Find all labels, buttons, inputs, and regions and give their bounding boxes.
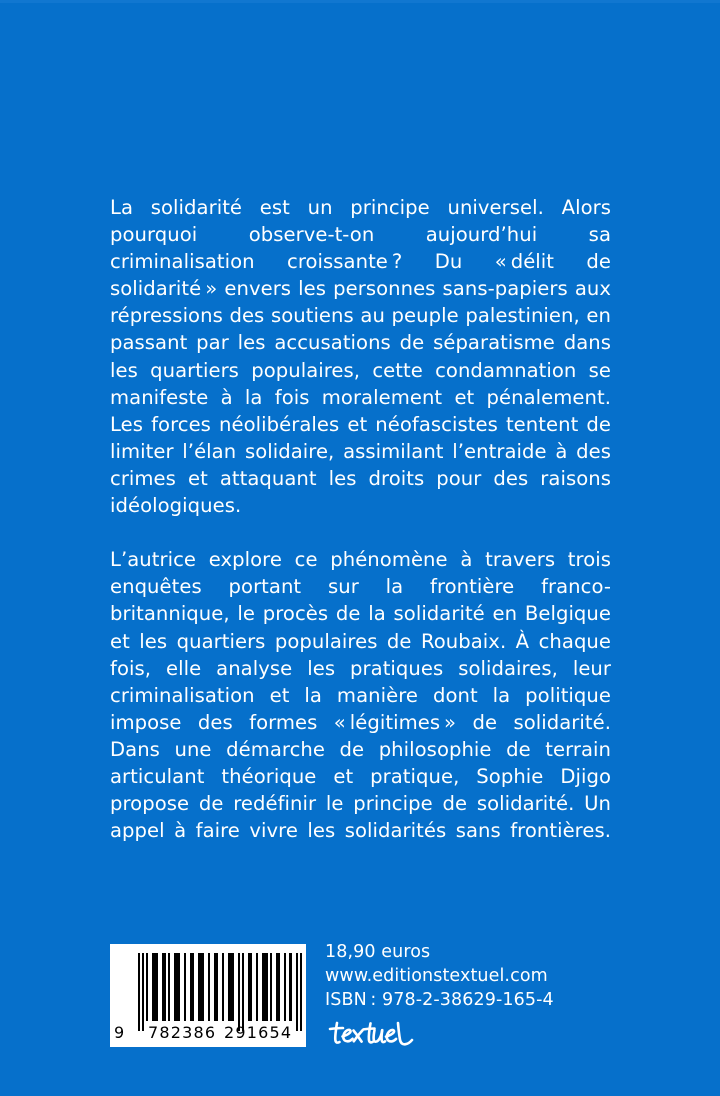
price-label: 18,90 euros xyxy=(325,942,431,962)
isbn-barcode xyxy=(110,944,306,1047)
cover-footer xyxy=(0,940,720,1060)
publisher-info xyxy=(325,940,554,1013)
barcode-bars xyxy=(110,953,306,1031)
barcode-digit-group-3: 291654 xyxy=(224,1023,293,1042)
barcode-inner xyxy=(110,944,306,1047)
barcode-digit-group-2: 782386 xyxy=(148,1023,217,1042)
isbn-label: ISBN : 978-2-38629-165-4 xyxy=(325,990,554,1011)
textuel-logo-mark xyxy=(324,1020,434,1054)
blurb-text-block xyxy=(110,194,611,871)
barcode-digits xyxy=(110,1024,306,1042)
website-label: www.editionstextuel.com xyxy=(325,966,548,987)
blurb-paragraph-1: La solidarité est un principe universel. Alors pourquoi observe-t-on aujourd’hui sa criminalisation croissante ? Du « délit de solidarité » envers les personnes sans-papiers aux répressions des soutiens au peuple palestinien, en passant par les accusations de séparatisme dans les quartiers populaires, cette condamnation se manifeste à la fois moralement et pénalement. Les forces néolibérales et néofascistes tentent de limiter l’élan solidaire, assimilant l’entraide à des crimes et attaquant les droits pour des raisons idéologiques. xyxy=(110,196,611,518)
barcode-digit-group-1: 9 xyxy=(114,1023,126,1042)
top-edge-strip xyxy=(0,0,720,3)
textuel-logo xyxy=(324,1020,434,1054)
blurb-paragraph-2: L’autrice explore ce phénomène à travers trois enquêtes portant sur la frontière franco-britannique, le procès de la solidarité en Belgique et les quartiers populaires de Roubaix. À chaque fois, elle analyse les pratiques solidaires, leur criminalisation et la manière dont la politique impose des formes « légitimes » de solidarité. Dans une démarche de philosophie de terrain articulant théorique et pratique, Sophie Djigo propose de redéfinir le principe de solidarité. Un appel à faire vivre les solidarités sans frontières. xyxy=(110,548,611,843)
